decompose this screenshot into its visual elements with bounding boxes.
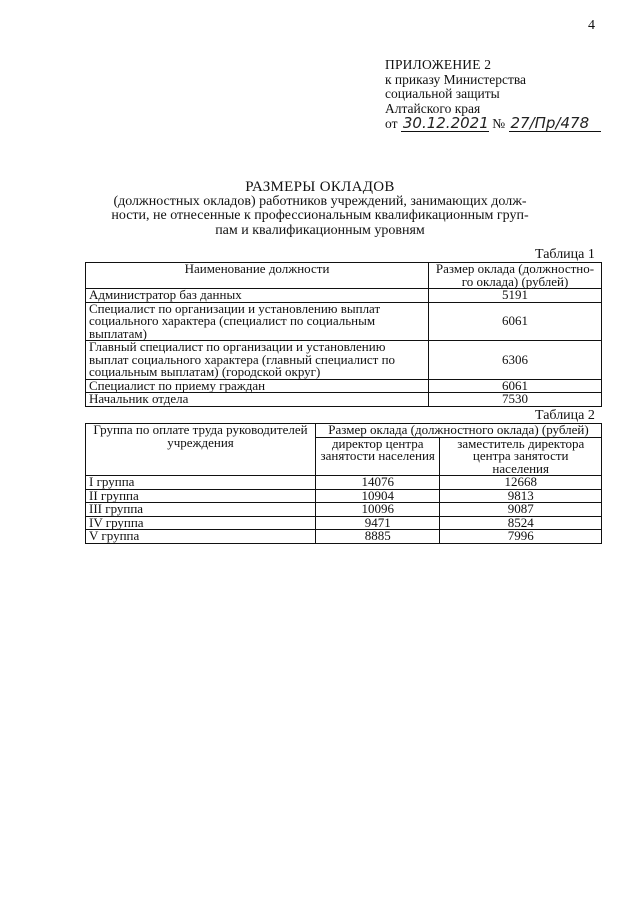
group-cell: V группа	[86, 530, 316, 544]
group-cell: IV группа	[86, 516, 316, 530]
order-date: 30.12.2021	[402, 114, 489, 132]
group-cell: I группа	[86, 476, 316, 490]
appendix-line: к приказу Министерства	[385, 71, 527, 87]
table-header-row	[86, 263, 602, 289]
position-cell: Специалист по приему граждан	[86, 379, 429, 393]
table-row	[86, 341, 602, 380]
heading-line: пам и квалификационным уровням	[215, 222, 425, 238]
document-heading	[0, 180, 640, 238]
director-salary-cell: 14076	[316, 476, 440, 490]
salary-cell: 6061	[429, 379, 602, 393]
heading-title: РАЗМЕРЫ ОКЛАДОВ	[245, 179, 395, 195]
salary-cell: 5191	[429, 289, 602, 303]
director-salary-cell: 9471	[316, 516, 440, 530]
table-row	[86, 476, 602, 490]
deputy-salary-cell: 7996	[440, 530, 602, 544]
table-row	[86, 503, 602, 517]
table-row	[86, 393, 602, 407]
deputy-salary-cell: 9813	[440, 489, 602, 503]
group-cell: II группа	[86, 489, 316, 503]
table1-caption: Таблица 1	[535, 247, 595, 262]
group-cell: III группа	[86, 503, 316, 517]
column-header-deputy: заместитель директора центра занятости населения	[440, 437, 602, 476]
appendix-block	[385, 58, 601, 132]
table-row	[86, 302, 602, 341]
column-header-salary: Размер оклада (должностного оклада) (рублей)	[316, 424, 602, 438]
table2-caption: Таблица 2	[535, 408, 595, 423]
salary-cell: 6061	[429, 302, 602, 341]
column-header-director: директор центра занятости населения	[316, 437, 440, 476]
column-header-position: Наименование должности	[86, 263, 429, 289]
position-cell: Администратор баз данных	[86, 289, 429, 303]
appendix-line: Алтайского края	[385, 100, 481, 116]
position-cell: Главный специалист по организации и установлению выплат социального характера (главный специалист по социальным выплатам) (городской округ)	[86, 341, 429, 380]
order-reference	[385, 116, 601, 132]
heading-line: ности, не отнесенные к профессиональным квалификационным груп-	[111, 208, 529, 223]
column-header-salary: Размер оклада (должностно-го оклада) (рублей)	[429, 263, 602, 289]
appendix-title: ПРИЛОЖЕНИЕ 2	[385, 57, 492, 72]
appendix-line: социальной защиты	[385, 86, 500, 101]
order-number: 27/Пр/478	[509, 116, 601, 132]
heading-line: (должностных окладов) работников учреждений, занимающих долж-	[113, 193, 527, 209]
page-number: 4	[588, 18, 595, 33]
director-salary-cell: 8885	[316, 530, 440, 544]
salary-cell: 6306	[429, 341, 602, 380]
table-row	[86, 530, 602, 544]
salary-table-2	[85, 423, 602, 544]
salary-cell: 7530	[429, 393, 602, 407]
position-cell: Специалист по организации и установлению выплат социального характера (специалист по социальным выплатам)	[86, 302, 429, 341]
table-header-row	[86, 424, 602, 438]
position-cell: Начальник отдела	[86, 393, 429, 407]
from-label: от	[385, 116, 398, 131]
director-salary-cell: 10904	[316, 489, 440, 503]
deputy-salary-cell: 8524	[440, 516, 602, 530]
deputy-salary-cell: 9087	[440, 503, 602, 517]
column-header-group: Группа по оплате труда руководителей учреждения	[86, 424, 316, 476]
salary-table-1	[85, 262, 602, 407]
deputy-salary-cell: 12668	[440, 476, 602, 490]
director-salary-cell: 10096	[316, 503, 440, 517]
table-row	[86, 289, 602, 303]
number-label: №	[492, 116, 506, 131]
